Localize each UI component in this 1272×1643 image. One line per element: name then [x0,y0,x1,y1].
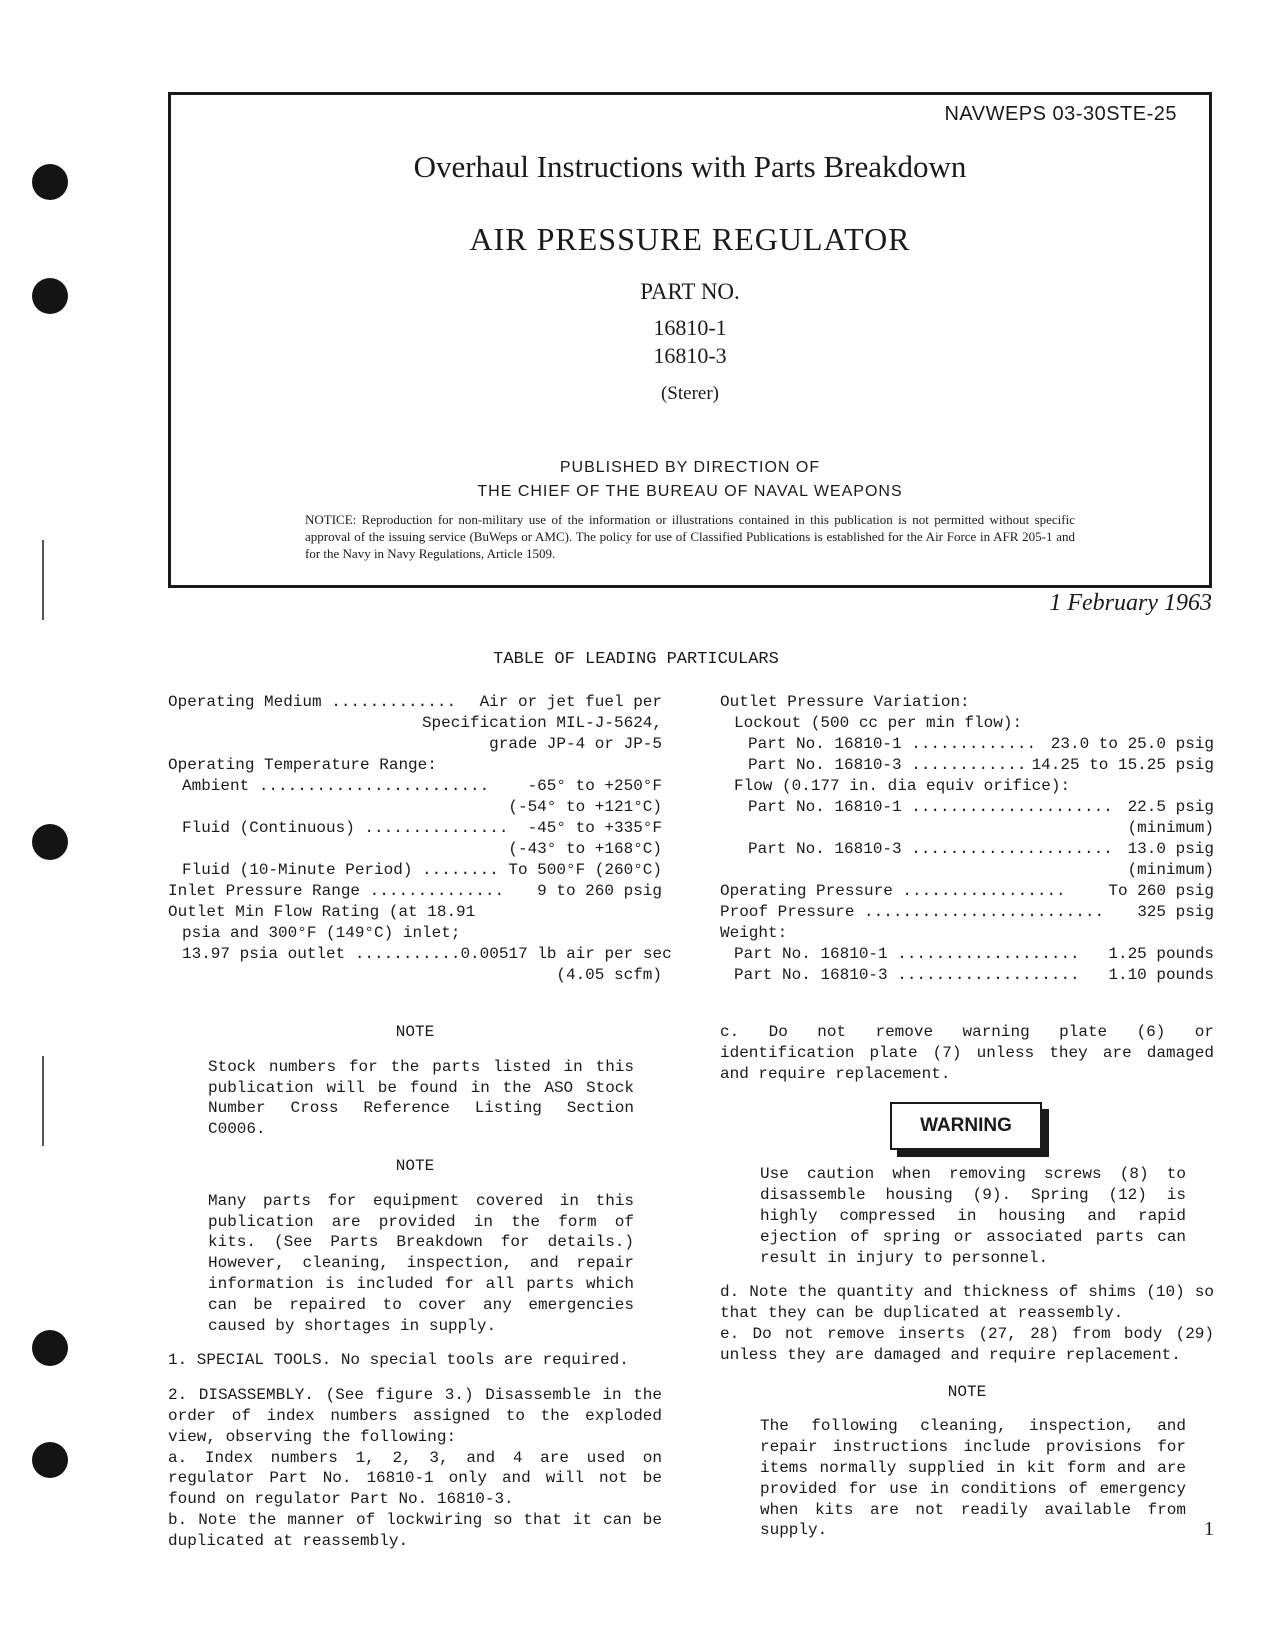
particular-row: Operating Pressure ................. To 260 psig [720,882,1214,900]
particular-row: Fluid (Continuous) ............... -45° to +335°F [182,819,662,837]
note-heading: NOTE [395,1023,435,1041]
warning-label [890,1102,1042,1150]
particular-row: Part No. 16810-1 ............. 23.0 to 25.0 psig [748,735,1214,753]
particular-row: Fluid (10-Minute Period) ........ To 500°F (260°C) [182,861,662,879]
particular-row: Ambient ........................ -65° to +250°F [182,777,662,795]
note-heading: NOTE [947,1382,987,1401]
document-subtitle: Overhaul Instructions with Parts Breakdown [413,149,967,184]
step-c: c. Do not remove warning plate (6) or identification plate (7) unless they are damaged and require replacement. [720,1023,1214,1083]
step-e: e. Do not remove inserts (27, 28) from body (29) unless they are damaged and require replacement. [720,1324,1214,1364]
particular-row: Operating Medium ............. Air or jet fuel per [168,693,662,711]
particular-row: Part No. 16810-1 ................... 1.25 pounds [734,945,1214,963]
body-right-column [720,1022,1214,1541]
section-disassembly: 2. DISASSEMBLY. (See figure 3.) Disassemble in the order of index numbers assigned to the exploded view, observing the following: [168,1386,662,1446]
publisher-line: THE CHIEF OF THE BUREAU OF NAVAL WEAPONS [477,483,903,500]
publication-date: 1 February 1963 [1049,590,1212,616]
part-number-label: PART NO. [640,279,740,304]
binder-hole [32,164,68,200]
warning-badge: WARNING [890,1102,1042,1150]
binder-hole [32,1330,68,1366]
margin-mark [42,540,44,620]
particular-row: Part No. 16810-3 ................... 1.10 pounds [734,966,1214,984]
particulars-title: TABLE OF LEADING PARTICULARS [493,650,779,669]
step-b: b. Note the manner of lockwiring so that it can be duplicated at reassembly. [168,1510,662,1550]
document-number: NAVWEPS 03-30STE-25 [944,103,1177,125]
particular-row: Part No. 16810-3 ............ 14.25 to 15.25 psig [748,756,1214,774]
binder-hole [32,278,68,314]
binder-hole [32,1442,68,1478]
section-special-tools: 1. SPECIAL TOOLS. No special tools are required. [168,1351,629,1370]
particular-row: Inlet Pressure Range .............. 9 to 260 psig [168,882,662,900]
particular-heading: Outlet Pressure Variation: [720,693,970,711]
step-a: a. Index numbers 1, 2, 3, and 4 are used on regulator Part No. 16810-1 only and will not be found on regulator Part No. 16810-3. [168,1448,662,1509]
step-d: d. Note the quantity and thickness of shims (10) so that they can be duplicated at reassembly. [720,1283,1214,1323]
note-text: The following cleaning, inspection, and repair instructions include provisions for items normally supplied in kit form and are provided for use in conditions of emergency when kits are not readily available from supply. [760,1417,1186,1540]
body-left-column [168,1022,662,1552]
part-number: 16810-3 [653,343,727,368]
margin-mark [42,1056,44,1146]
part-number: 16810-1 [653,315,727,340]
particular-heading: Operating Temperature Range: [168,756,437,774]
particulars-left-column: Operating Medium ............. Air or jet fuel per Specification MIL-J-5624, grade JP-4 or JP-5 Operating Temperature Range: Ambient ........................ -65° to +250°F (-54° to +121°C) Fluid (Continuous) ............... -45° to +335°F (-43° to +168°C) Fluid (10-Minute Period) ........ To 500°F (260°C) Inlet Pressure Range .............. 9 to 260 psig Outlet Min Flow Rating (at 18.91 psia and 300°F (149°C) inlet; 13.97 psia outlet ........... 0.00517 lb air per sec (4.05 scfm) [168,693,672,984]
note-text: Stock numbers for the parts listed in this publication will be found in the ASO Stock Number Cross Reference Listing Section C0006. [208,1057,634,1139]
note-text: Many parts for equipment covered in this publication are provided in the form of kits. (See Parts Breakdown for details.) However, cleaning, inspection, and repair information is included for all parts which can be repaired to cover any emergencies caused by shortages in supply. [208,1191,634,1335]
particular-row: Part No. 16810-3 ..................... 13.0 psig [748,840,1214,858]
warning-text: Use caution when removing screws (8) to disassemble housing (9). Spring (12) is highly compressed in housing and rapid ejection of spring or associated parts can result in injury to personnel. [760,1165,1186,1267]
reproduction-notice: NOTICE: Reproduction for non-military use of the information or illustrations contained in this publication is not permitted without specific approval of the issuing service (BuWeps or AMC). The policy for use of Classified Publications is established for the Air Force in AFR 205-1 and for the Navy in Navy Regulations, Article 1509. [305,512,1075,561]
publisher-line: PUBLISHED BY DIRECTION OF [559,459,821,476]
binder-hole [32,824,68,860]
particular-row: Proof Pressure ......................... 325 psig [720,903,1214,921]
particulars-right-column: Outlet Pressure Variation: Lockout (500 cc per min flow): Part No. 16810-1 ............. 23.0 to 25.0 psig Part No. 16810-3 ............ 14.25 to 15.25 psig Flow (0.177 in. dia equiv orifice): Part No. 16810-1 ..................... 22.5 psig (minimum) Part No. 16810-3 ..................... 13.0 psig (minimum) Operating Pressure ................. To 260 psig Proof Pressure ......................... 325 psig Weight: Part No. 16810-1 ................... 1.25 pounds Part No. 16810-3 ................... 1.10 pounds [720,693,1214,984]
document-title: AIR PRESSURE REGULATOR [469,221,911,257]
title-block [168,92,1212,588]
manufacturer: (Sterer) [660,383,720,404]
particular-row: 13.97 psia outlet ........... 0.00517 lb air per sec [182,945,672,963]
note-heading: NOTE [395,1156,435,1175]
particular-row: Part No. 16810-1 ..................... 22.5 psig [748,798,1214,816]
page-number: 1 [1204,1518,1214,1540]
